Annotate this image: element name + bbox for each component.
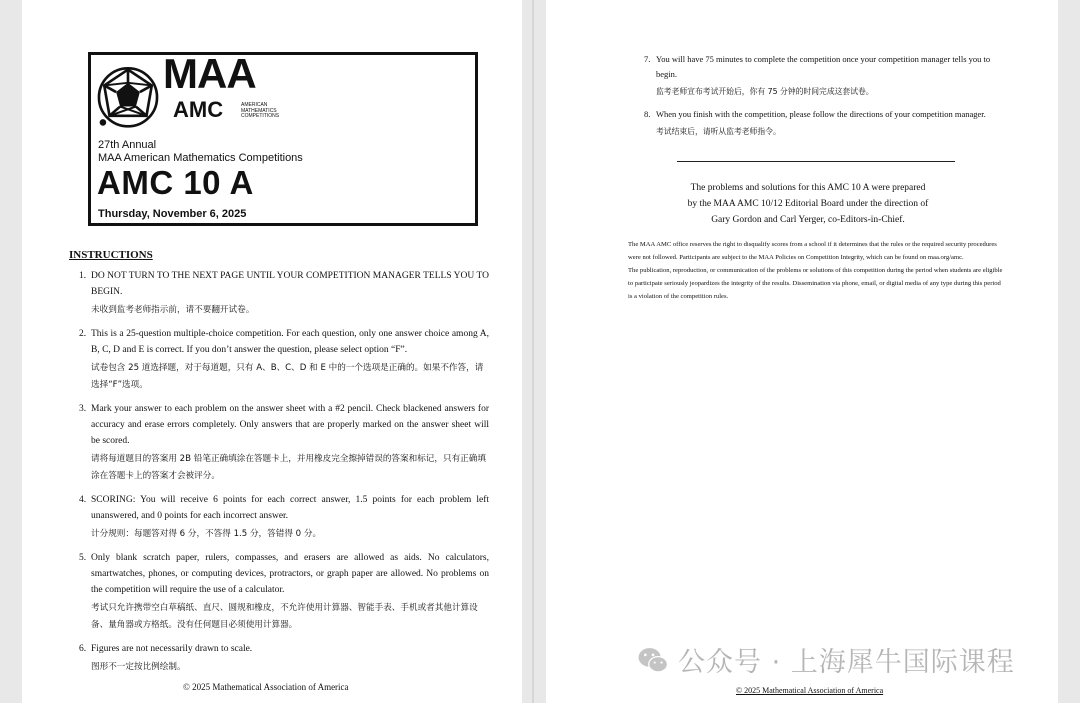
amc-wordmark: AMC bbox=[173, 97, 224, 122]
instruction-item bbox=[69, 401, 489, 485]
document-page-left bbox=[22, 0, 522, 703]
instruction-number: 2. bbox=[79, 329, 87, 339]
wechat-icon bbox=[636, 643, 670, 677]
instruction-item bbox=[640, 107, 1000, 140]
contest-date: Thursday, November 6, 2025 bbox=[98, 208, 247, 220]
annual-competitions: MAA American Mathematics Competitions bbox=[98, 152, 303, 164]
instruction-chinese: 请将每道题目的答案用 2B 铅笔正确填涂在答题卡上，并用橡皮完全擦掉错误的答案和标记，只有正确填涂在答题卡上的答案才会被评分。 bbox=[91, 454, 486, 481]
instruction-item bbox=[69, 641, 489, 676]
instruction-chinese: 计分规则：每题答对得 6 分，不答得 1.5 分，答错得 0 分。 bbox=[91, 529, 322, 539]
instruction-number: 7. bbox=[644, 54, 651, 64]
annual-line bbox=[98, 139, 303, 165]
instruction-number: 5. bbox=[79, 553, 87, 563]
watermark-text: 公众号 · 上海犀牛国际课程 bbox=[678, 647, 1015, 678]
instruction-english: You will have 75 minutes to complete the competition once your competition manager tells you to begin. bbox=[656, 54, 991, 79]
amc-subtitle: AMERICAN MATHEMATICS COMPETITIONS bbox=[241, 102, 280, 119]
instruction-english: When you finish with the competition, please follow the directions of your competition manager. bbox=[656, 109, 986, 119]
instruction-english: This is a 25-question multiple-choice competition. For each question, only one answer choice among A, B, C, D and E is correct. If you don’t answer the question, please select option “F”. bbox=[91, 329, 489, 355]
instruction-english: Mark your answer to each problem on the answer sheet with a #2 pencil. Check blackened answers for accuracy and erase errors completely. Only answers that are properly marked on the answer sheet will be scored. bbox=[91, 404, 489, 446]
instructions-heading: INSTRUCTIONS bbox=[69, 249, 153, 261]
policy-paragraph: The publication, reproduction, or communication of the problems or solutions of this competition during the period when students are eligible to participate seriously jeopardizes the integrity of the results. Dissemination via phone, email, or digital media of any type during this period is a violation of the competition rules. bbox=[628, 267, 1003, 300]
maa-wordmark: MAA bbox=[163, 50, 256, 97]
instruction-chinese: 考试结束后，请听从监考老师指令。 bbox=[656, 127, 781, 136]
integrity-policy bbox=[628, 238, 1006, 303]
editorial-credit bbox=[642, 180, 974, 228]
instruction-item bbox=[69, 326, 489, 394]
instructions-list-continued bbox=[640, 52, 1000, 147]
watermark bbox=[636, 640, 1015, 679]
instruction-english: DO NOT TURN TO THE NEXT PAGE UNTIL YOUR COMPETITION MANAGER TELLS YOU TO BEGIN. bbox=[91, 271, 489, 297]
title-box bbox=[88, 52, 478, 226]
instruction-number: 1. bbox=[79, 271, 87, 281]
instruction-item bbox=[69, 268, 489, 319]
instruction-chinese: 试卷包含 25 道选择题，对于每道题，只有 A、B、C、D 和 E 中的一个选项是正确的。如果不作答，请选择“F”选项。 bbox=[91, 363, 484, 390]
page-gutter bbox=[522, 0, 546, 703]
instruction-english: Figures are not necessarily drawn to scale. bbox=[91, 644, 253, 654]
policy-paragraph: The MAA AMC office reserves the right to disqualify scores from a school if it determines that the rules or the required security procedures were not followed. Participants are subject to the MAA Policies on Competition Integrity, which can be found on maa.org/amc. bbox=[628, 241, 997, 261]
instruction-item bbox=[640, 52, 1000, 100]
horizontal-rule bbox=[677, 161, 955, 162]
instruction-item bbox=[69, 550, 489, 634]
instruction-english: Only blank scratch paper, rulers, compasses, and erasers are allowed as aids. No calculators, smartwatches, phones, or computing devices, protractors, or graph paper are allowed. No problems on the competition will require the use of a calculator. bbox=[91, 553, 489, 595]
copyright-footer: © 2025 Mathematical Association of America bbox=[736, 686, 884, 695]
maa-logo-icon bbox=[95, 63, 161, 129]
document-page-right bbox=[546, 0, 1058, 703]
instruction-chinese: 未收到监考老师指示前，请不要翻开试卷。 bbox=[91, 305, 255, 315]
editorial-line: Gary Gordon and Carl Yerger, co-Editors-in-Chief. bbox=[711, 215, 905, 225]
page-divider bbox=[532, 0, 534, 703]
instruction-chinese: 监考老师宣布考试开始后，你有 75 分钟的时间完成这套试卷。 bbox=[656, 87, 874, 96]
instruction-number: 4. bbox=[79, 495, 87, 505]
instructions-list bbox=[69, 268, 489, 676]
instruction-english: SCORING: You will receive 6 points for each correct answer, 1.5 points for each problem left unanswered, and 0 points for each incorrect answer. bbox=[91, 495, 489, 521]
editorial-line: by the MAA AMC 10/12 Editorial Board under the direction of bbox=[687, 199, 929, 209]
copyright-footer: © 2025 Mathematical Association of America bbox=[183, 682, 349, 692]
editorial-line: The problems and solutions for this AMC 10 A were prepared bbox=[690, 183, 926, 193]
instruction-number: 3. bbox=[79, 404, 87, 414]
instruction-number: 6. bbox=[79, 644, 87, 654]
instruction-item bbox=[69, 492, 489, 543]
instruction-chinese: 考试只允许携带空白草稿纸、直尺、圆规和橡皮，不允许使用计算器、智能手表、手机或者其他计算设备、量角器或方格纸。没有任何题目必须使用计算器。 bbox=[91, 603, 478, 630]
instruction-chinese: 图形不一定按比例绘制。 bbox=[91, 662, 186, 672]
instruction-number: 8. bbox=[644, 109, 651, 119]
annual-edition: 27th Annual bbox=[98, 139, 157, 151]
contest-title: AMC 10 A bbox=[97, 164, 254, 201]
